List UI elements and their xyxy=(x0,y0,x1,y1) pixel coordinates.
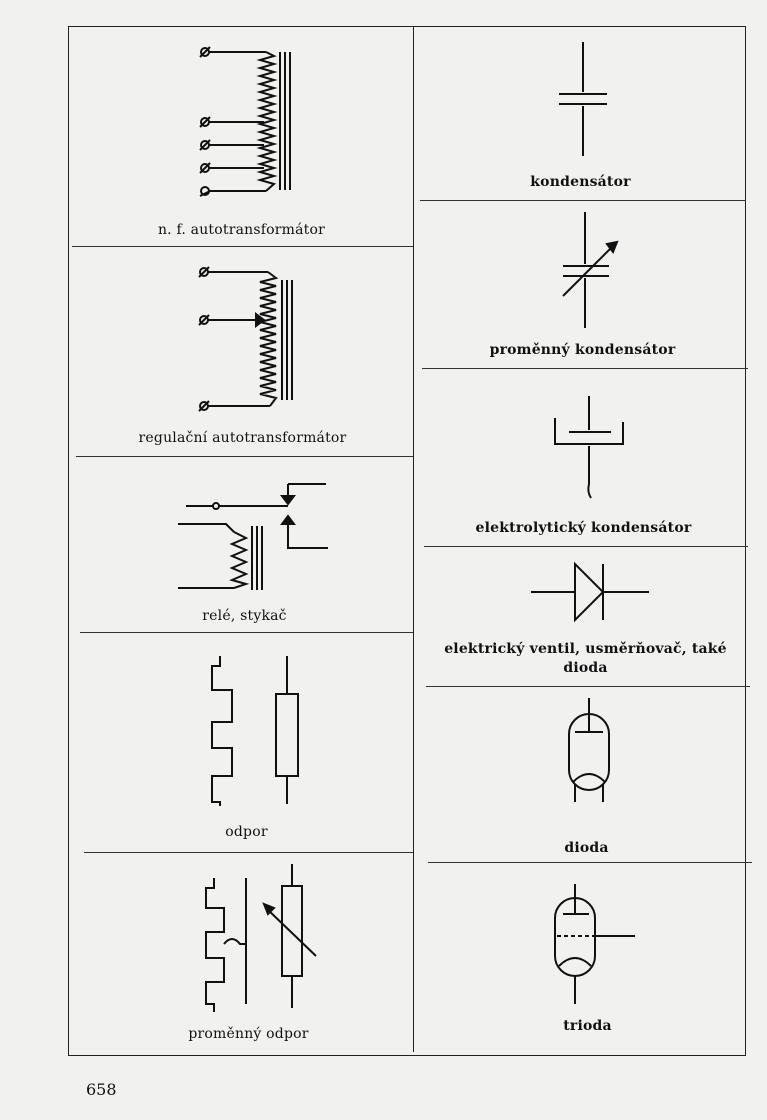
symbol-cell-rele-stykac xyxy=(76,458,413,632)
page-number: 658 xyxy=(86,1080,117,1099)
symbol-label: dioda xyxy=(564,840,609,856)
symbol-label: kondensátor xyxy=(530,174,631,190)
row-divider xyxy=(72,246,413,247)
row-divider xyxy=(424,546,748,547)
row-divider xyxy=(420,200,746,201)
column-divider xyxy=(413,26,414,1052)
row-divider xyxy=(84,852,413,853)
variable-resistor-symbols xyxy=(84,854,413,1048)
row-divider xyxy=(422,368,748,369)
symbol-label: proměnný kondensátor xyxy=(489,342,676,358)
symbol-label: elektrický ventil, usměrňovač, také dioda xyxy=(444,641,727,676)
regulating-autotransformer-symbol xyxy=(72,248,413,456)
symbol-cell-trioda xyxy=(425,864,750,1048)
resistor-symbols xyxy=(80,634,413,852)
symbol-label: trioda xyxy=(563,1018,612,1034)
symbol-cell-nf-autotransformator xyxy=(70,28,413,246)
symbol-cell-kondensator xyxy=(415,28,746,200)
symbol-cell-promenny-odpor xyxy=(84,854,413,1048)
symbol-label: proměnný odpor xyxy=(188,1026,309,1042)
symbol-label: relé, stykač xyxy=(202,608,287,624)
row-divider xyxy=(428,862,752,863)
row-divider xyxy=(76,456,413,457)
symbol-label: n. f. autotransformátor xyxy=(157,222,326,238)
row-divider xyxy=(80,632,413,633)
vacuum-diode-symbol xyxy=(423,688,750,862)
symbol-cell-regulacni-autotransformator xyxy=(72,248,413,456)
relay-contactor-symbol xyxy=(76,458,413,632)
symbol-cell-odpor xyxy=(80,634,413,852)
symbol-cell-promenny-kondensator xyxy=(417,202,748,368)
symbol-cell-elektricky-ventil xyxy=(421,548,750,686)
symbol-label: elektrolytický kondensátor xyxy=(475,520,692,536)
row-divider xyxy=(426,686,750,687)
nf-autotransformer-symbol xyxy=(70,28,413,246)
symbol-cell-dioda xyxy=(423,688,750,862)
symbol-cell-elektrolyticky-kondensator xyxy=(419,370,748,546)
symbol-label: regulační autotransformátor xyxy=(138,430,347,446)
symbol-label: odpor xyxy=(225,824,268,840)
